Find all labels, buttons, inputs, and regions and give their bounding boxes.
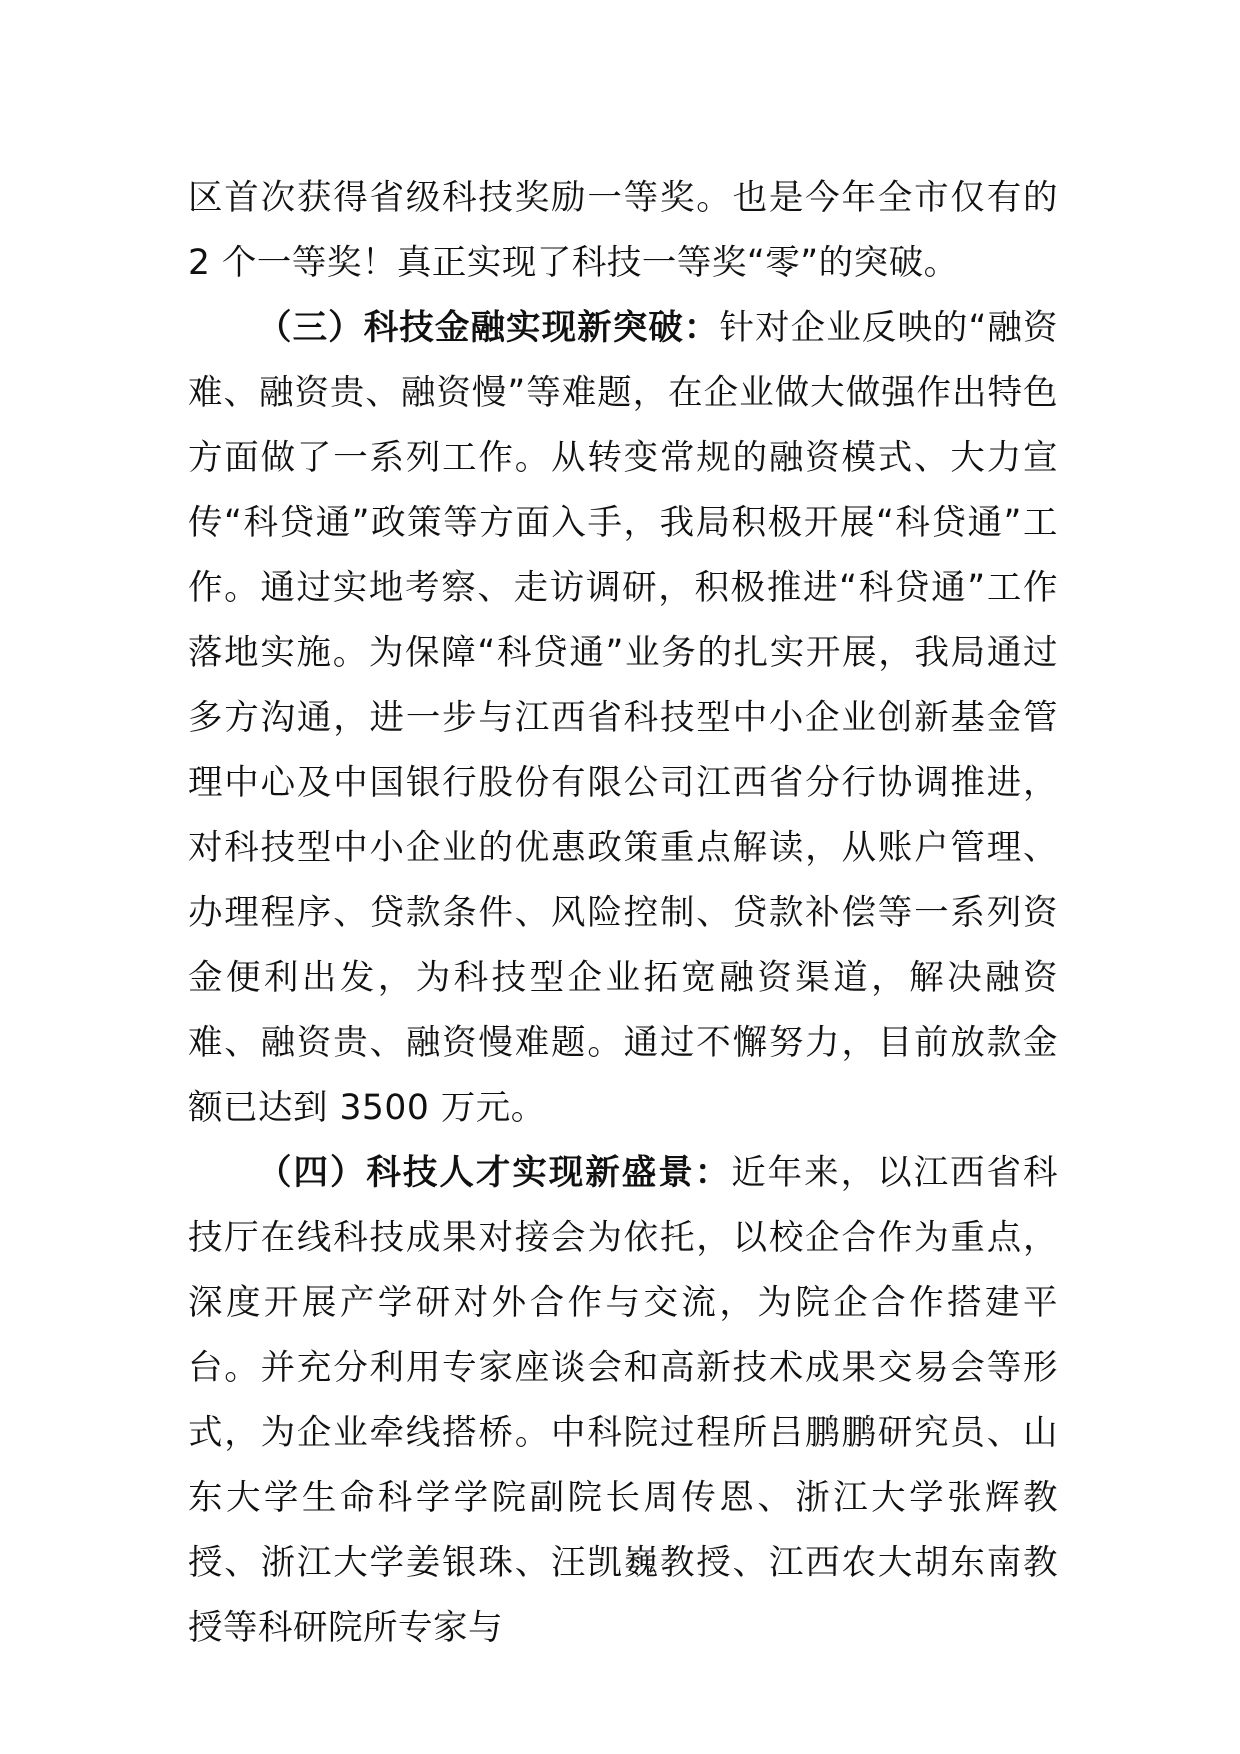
paragraph-tech-talent	[188, 1141, 1058, 1661]
body-text	[188, 166, 1058, 1661]
paragraph-text: 针对企业反映的“融资难、融资贵、融资慢”等难题，在企业做大做强作出特色方面做了一系列工作。从转变常规的融资模式、大力宣传“科贷通”政策等方面入手，我局积极开展“科贷通”工作。通过实地考察、走访调研，积极推进“科贷通”工作落地实施。为保障“科贷通”业务的扎实开展，我局通过多方沟通，进一步与江西省科技型中小企业创新基金管理中心及中国银行股份有限公司江西省分行协调推进，对科技型中小企业的优惠政策重点解读，从账户管理、办理程序、贷款条件、风险控制、贷款补偿等一系列资金便利出发，为科技型企业拓宽融资渠道，解决融资难、融资贵、融资慢难题。通过不懈努力，目前放款金额已达到 3500 万元。	[188, 308, 1059, 1128]
paragraph-text: 区首次获得省级科技奖励一等奖。也是今年全市仅有的 2 个一等奖！真正实现了科技一等奖“零”的突破。	[188, 178, 1058, 283]
section-heading-tech-talent: （四）科技人才实现新盛景：	[257, 1153, 732, 1193]
paragraph-text: 近年来，以江西省科技厅在线科技成果对接会为依托，以校企合作为重点，深度开展产学研对外合作与交流，为院企合作搭建平台。并充分利用专家座谈会和高新技术成果交易会等形式，为企业牵线搭桥。中科院过程所吕鹏鹏研究员、山东大学生命科学学院副院长周传恩、浙江大学张辉教授、浙江大学姜银珠、汪凯巍教授、江西农大胡东南教授等科研院所专家与	[188, 1153, 1059, 1648]
paragraph-continuation	[188, 166, 1058, 296]
paragraph-tech-finance	[188, 296, 1058, 1141]
section-heading-tech-finance: （三）科技金融实现新突破：	[257, 308, 720, 348]
